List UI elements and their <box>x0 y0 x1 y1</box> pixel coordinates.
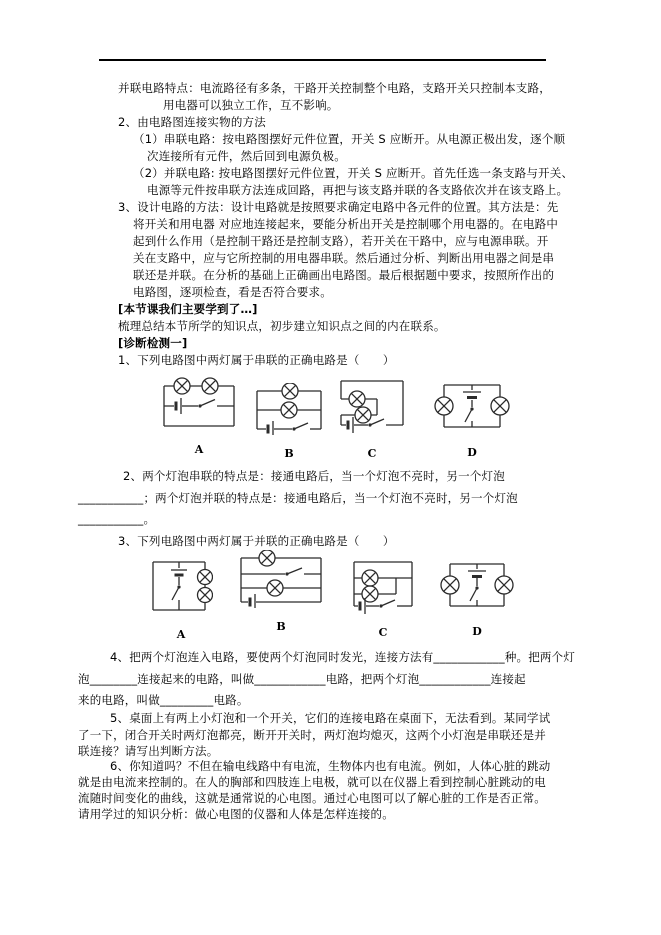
switch-icon <box>285 568 321 576</box>
text-line: 用电器可以独立工作，互不影响。 <box>163 98 339 112</box>
lamp-icon <box>198 570 213 585</box>
text-line: 联连接？请写出判断方法。 <box>78 744 219 758</box>
text-line: （1）串联电路：按电路图摆好元件位置，开关 S 应断开。从电源正极出发，逐个顺 <box>133 132 566 146</box>
lamp-icon <box>362 570 378 586</box>
lamp-icon <box>259 550 275 566</box>
battery-icon <box>250 594 321 608</box>
wires <box>354 562 412 606</box>
circuit-diagram-q3-c <box>350 556 416 639</box>
text-line: 次连接所有元件，然后回到电源负极。 <box>147 149 346 163</box>
question-4: 4、把两个灯泡连入电路，要使两个灯泡同时发光，连接方法有____________种。把两个灯 <box>110 650 576 664</box>
text-line: 来的电路，叫做_________电路。 <box>78 693 249 707</box>
battery-icon <box>171 570 187 585</box>
text-line: 将开关和用电器 对应地连接起来，要能分析出开关是控制哪个用电器的。在电路中 <box>133 217 559 231</box>
figure-label: C <box>367 447 377 460</box>
figure-label: A <box>176 628 186 641</box>
figure-label: B <box>276 620 286 633</box>
circuit-svg <box>237 550 325 608</box>
question-3: 3、下列电路图中两灯属于并联的正确电路是（ ） <box>118 533 395 548</box>
lamp-icon <box>495 576 513 594</box>
figure-label: C <box>378 626 388 639</box>
circuit-svg <box>252 383 326 435</box>
circuit-diagram-q1-c <box>337 375 407 460</box>
figure-label: D <box>467 446 477 459</box>
section-header: [本节课我们主要学到了…] <box>118 302 258 316</box>
battery-icon <box>176 398 198 414</box>
circuit-diagram-q1-b <box>252 383 326 460</box>
text-line: （2）并联电路: 按电路图摆好元件位置，开关 S 应断开。首先任选一条支路与开关、 <box>133 166 574 180</box>
text-line: 电源等元件按串联方法连成回路，再把与该支路并联的各支路依次并在该支路上。 <box>147 183 569 197</box>
lamp-icon <box>198 588 213 603</box>
horizontal-rule <box>99 59 546 61</box>
circuit-svg <box>160 374 238 431</box>
text-line: 就是由电流来控制的。在人的胸部和四肢连上电极，就可以在仪器上看到控制心脏跳动的电 <box>78 775 546 789</box>
text-line: 3、设计电路的方法：设计电路就是按照要求确定电路中各元件的位置。其方法是：先 <box>118 200 559 214</box>
text-line: 泡________连接起来的电路，叫做____________电路，把两个灯泡____________连接起 <box>78 672 526 686</box>
lamp-icon <box>355 407 371 423</box>
section-header: [诊断检测一] <box>118 336 188 350</box>
battery-icon <box>463 392 481 407</box>
figure-label: D <box>472 625 482 638</box>
question-6: 6、你知道吗？不但在输电线路中有电流，生物体内也有电流。例如，人体心脏的跳动 <box>110 759 551 773</box>
switch-icon <box>470 586 479 606</box>
circuit-svg <box>149 556 213 616</box>
text-line: 流随时间变化的曲线，这就是通常说的心电图。通过心电图可以了解心脏的工作是否正常。 <box>78 791 546 805</box>
text-line: ___________。 <box>78 512 156 526</box>
circuit-diagram-q1-a <box>160 374 238 456</box>
lamp-icon <box>202 378 218 394</box>
lamp-icon <box>267 580 283 596</box>
figure-label: A <box>194 443 204 456</box>
wires <box>241 558 321 602</box>
lamp-icon <box>441 576 459 594</box>
question-5: 5、桌面上有两上小灯泡和一个开关，它们的连接电路在桌面下，无法看到。某同学试 <box>110 711 551 725</box>
text-line: 梳理总结本节所学的知识点，初步建立知识点之间的内在联系。 <box>118 319 446 333</box>
intro-text-block <box>0 80 661 369</box>
text-line: ___________；两个灯泡并联的特点是：接通电路后，当一个灯泡不亮时，另一个灯泡 <box>78 490 518 505</box>
text-line: 起到什么作用（是控制干路还是控制支路），若开关在干路中，应与电源串联。开 <box>133 234 549 248</box>
text-line: 并联电路特点：电流路径有多条，干路开关控制整个电路，支路开关只控制本支路， <box>118 81 551 95</box>
switch-icon <box>379 600 412 608</box>
question-1: 1、下列电路图中两灯属于串联的正确电路是（ ） <box>118 353 395 367</box>
lamp-icon <box>435 397 453 415</box>
lamp-icon <box>282 383 298 399</box>
lamp-icon <box>349 391 365 407</box>
text-line: 请用学过的知识分析：做心电图的仪器和人体是怎样连接的。 <box>78 807 394 821</box>
circuit-svg <box>337 375 407 435</box>
circuit-diagram-q3-d <box>437 556 517 638</box>
text-line: 电路图，逐项检查，看是否符合要求。 <box>133 285 332 299</box>
switch-icon <box>292 423 321 431</box>
text-line: 关在支路中，应与它所控制的用电器串联。然后通过分析、判断出用电器之间是串 <box>133 251 555 265</box>
question-2-3-block <box>0 466 661 552</box>
battery-icon <box>268 421 292 435</box>
switch-icon <box>172 585 181 610</box>
question-2: 2、两个灯泡串联的特点是：接通电路后，当一个灯泡不亮时，另一个灯泡 <box>123 469 505 483</box>
question-4-5-6-block <box>0 646 661 822</box>
switch-icon <box>368 419 403 427</box>
switch-icon <box>198 400 234 408</box>
switch-icon <box>465 407 474 427</box>
battery-icon <box>468 571 486 586</box>
circuit-svg <box>437 556 517 613</box>
lamp-icon <box>281 402 297 418</box>
lamp-icon <box>174 378 190 394</box>
text-line: 了一下，闭合开关时两灯泡都亮，断开开关时，两灯泡均熄灭，这两个小灯泡是串联还是并 <box>78 728 546 742</box>
circuit-diagram-q3-b <box>237 550 325 633</box>
lamp-icon <box>491 397 509 415</box>
text-line: 2、由电路图连接实物的方法 <box>118 115 266 129</box>
circuit-svg <box>428 377 516 434</box>
circuit-diagram-q1-d <box>428 377 516 459</box>
figure-label: B <box>284 447 294 460</box>
battery-icon <box>360 598 379 614</box>
text-line: 联还是并联。在分析的基础上正确画出电路图。最后根据题中要求，按照所作出的 <box>133 268 555 282</box>
circuit-svg <box>350 556 416 614</box>
circuit-diagram-q3-a <box>149 556 213 641</box>
